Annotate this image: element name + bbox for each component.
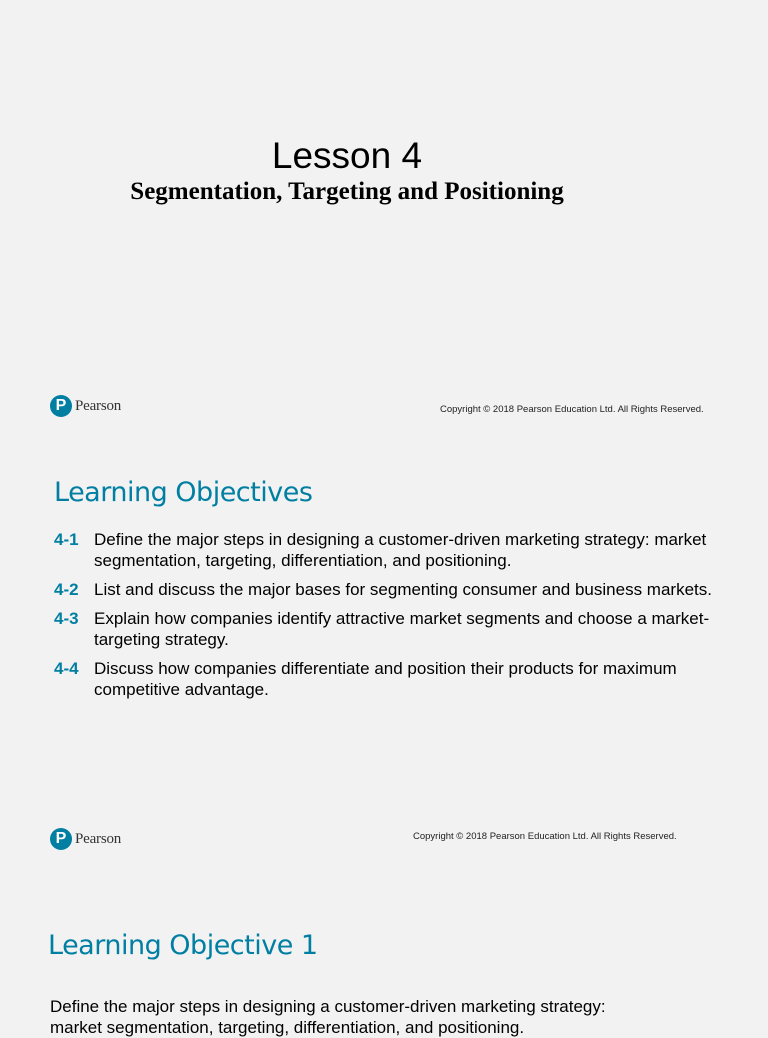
pearson-logo: [50, 395, 121, 417]
learning-objective-1-heading: Learning Objective 1: [48, 930, 318, 961]
pearson-logo-icon: P: [50, 828, 72, 850]
pearson-logo: [50, 828, 121, 850]
lesson-title: Lesson 4: [271, 135, 423, 176]
copyright-notice: Copyright © 2018 Pearson Education Ltd. All Rights Reserved.: [440, 404, 704, 415]
objective-item: [54, 658, 734, 700]
objective-text: Discuss how companies differentiate and position their products for maximum competitive advantage.: [94, 659, 677, 699]
objective-item: [54, 529, 734, 571]
objectives-list: [54, 529, 734, 708]
copyright-notice: Copyright © 2018 Pearson Education Ltd. All Rights Reserved.: [413, 831, 677, 842]
learning-objective-1-text-cont: market segmentation, targeting, differentiation, and positioning.: [50, 1018, 525, 1037]
objective-number: 4-4: [54, 659, 79, 678]
slide-learning-objectives: [0, 432, 768, 864]
objective-number: 4-1: [54, 530, 79, 549]
pearson-logo-text: Pearson: [75, 397, 122, 414]
objective-text: Define the major steps in designing a customer-driven marketing strategy: market segmentation, targeting, differentiation, and positioning.: [94, 530, 707, 570]
objective-number: 4-2: [54, 580, 79, 599]
learning-objectives-heading: Learning Objectives: [54, 477, 313, 508]
pearson-logo-icon: P: [50, 395, 72, 417]
learning-objective-1-text: Define the major steps in designing a customer-driven marketing strategy:: [50, 997, 606, 1016]
pearson-logo-text: Pearson: [75, 830, 122, 847]
objective-item: [54, 608, 734, 650]
lesson-subtitle: Segmentation, Targeting and Positioning: [130, 178, 564, 205]
objective-item: [54, 579, 734, 600]
objective-text: List and discuss the major bases for segmenting consumer and business markets.: [94, 580, 712, 599]
objective-number: 4-3: [54, 609, 79, 628]
slide-learning-objective-1: [0, 864, 768, 1037]
slide-title: [0, 0, 768, 432]
objective-text: Explain how companies identify attractive market segments and choose a market-targeting strategy.: [94, 609, 710, 649]
